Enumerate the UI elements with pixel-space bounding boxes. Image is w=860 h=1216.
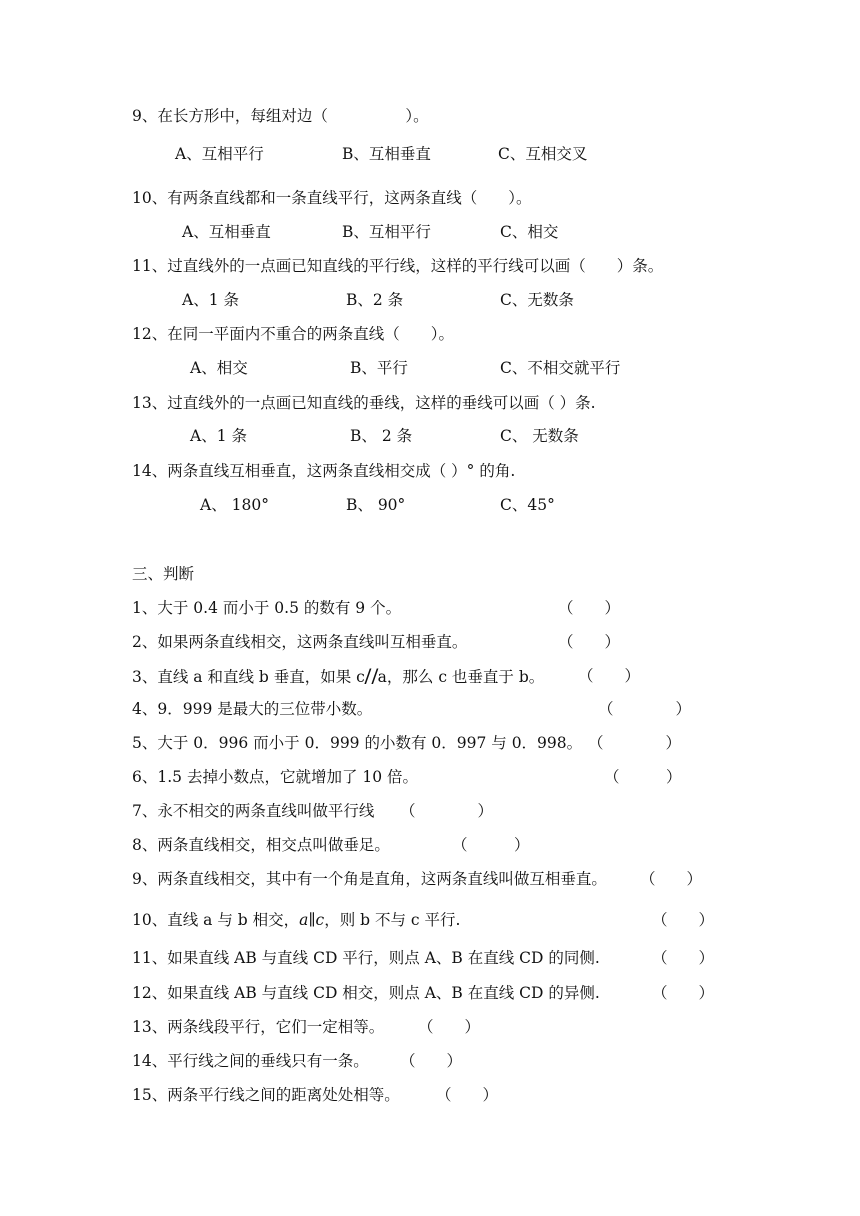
judge-item-8: 8、两条直线相交，相交点叫做垂足。	[132, 836, 390, 854]
answer-blank-15[interactable]: （ ）	[436, 1086, 499, 1104]
question-13-option-a: A、1 条	[190, 427, 247, 445]
question-11-stem: 11、过直线外的一点画已知直线的平行线，这样的平行线可以画（ ）条。	[132, 257, 664, 275]
judge-item-1: 1、大于 0.4 而小于 0.5 的数有 9 个。	[132, 599, 402, 617]
parallel-symbol: //	[364, 665, 379, 687]
answer-blank-10[interactable]: （ ）	[652, 911, 715, 929]
question-14-stem: 14、两条直线互相垂直，这两条直线相交成（ ）° 的角.	[132, 462, 516, 480]
question-11-option-a: A、1 条	[182, 291, 239, 309]
question-11-option-c: C、无数条	[500, 291, 574, 309]
question-9-option-c: C、互相交叉	[498, 145, 588, 163]
judge-item-2: 2、如果两条直线相交，这两条直线叫互相垂直。	[132, 633, 468, 651]
answer-blank-5[interactable]: （ ）	[588, 734, 682, 752]
answer-blank-12[interactable]: （ ）	[652, 984, 715, 1002]
question-13-stem: 13、过直线外的一点画已知直线的垂线，这样的垂线可以画（ ）条.	[132, 394, 596, 412]
answer-blank-14[interactable]: （ ）	[400, 1052, 463, 1070]
question-10-option-b: B、互相平行	[342, 223, 431, 241]
answer-blank-11[interactable]: （ ）	[652, 949, 715, 967]
question-9-stem: 9、在长方形中，每组对边（ ）。	[132, 107, 429, 125]
judge-item-10: 10、直线 a 与 b 相交，a∥c，则 b 不与 c 平行.	[132, 911, 461, 929]
question-10-option-c: C、相交	[500, 223, 559, 241]
judge-item-5: 5、大于 0．996 而小于 0．999 的小数有 0．997 与 0．998。	[132, 734, 583, 752]
answer-blank-3[interactable]: （ ）	[578, 667, 641, 685]
question-14-option-a: A、 180°	[200, 496, 269, 514]
question-12-option-a: A、相交	[190, 359, 248, 377]
answer-blank-2[interactable]: （ ）	[558, 633, 621, 651]
judge-item-3: 3、直线 a 和直线 b 垂直，如果 c//a，那么 c 也垂直于 b。	[132, 665, 545, 687]
question-9-option-a: A、互相平行	[175, 145, 264, 163]
answer-blank-13[interactable]: （ ）	[418, 1018, 481, 1036]
answer-blank-1[interactable]: （ ）	[558, 599, 621, 617]
judge-item-7: 7、永不相交的两条直线叫做平行线	[132, 802, 375, 820]
answer-blank-9[interactable]: （ ）	[640, 870, 703, 888]
judge-item-6: 6、1.5 去掉小数点，它就增加了 10 倍。	[132, 768, 419, 786]
question-12-option-b: B、平行	[350, 359, 408, 377]
question-12-stem: 12、在同一平面内不重合的两条直线（ ）。	[132, 325, 454, 343]
question-11-option-b: B、2 条	[346, 291, 404, 309]
question-10-option-a: A、互相垂直	[182, 223, 271, 241]
question-14-option-b: B、 90°	[346, 496, 406, 514]
judge-item-15: 15、两条平行线之间的距离处处相等。	[132, 1086, 400, 1104]
question-12-option-c: C、不相交就平行	[500, 359, 621, 377]
question-13-option-c: C、 无数条	[500, 427, 579, 445]
judge-item-9: 9、两条直线相交，其中有一个角是直角，这两条直线叫做互相垂直。	[132, 870, 607, 888]
section-heading-judge: 三、判断	[132, 565, 195, 583]
question-13-option-b: B、 2 条	[350, 427, 413, 445]
question-9-option-b: B、互相垂直	[342, 145, 431, 163]
answer-blank-7[interactable]: （ ）	[400, 802, 494, 820]
answer-blank-4[interactable]: （ ）	[598, 700, 692, 718]
judge-item-11: 11、如果直线 AB 与直线 CD 平行，则点 A、B 在直线 CD 的同侧.	[132, 949, 600, 967]
parallel-formula: a∥c	[299, 911, 325, 929]
judge-item-12: 12、如果直线 AB 与直线 CD 相交，则点 A、B 在直线 CD 的异侧.	[132, 984, 600, 1002]
judge-item-14: 14、平行线之间的垂线只有一条。	[132, 1052, 369, 1070]
answer-blank-8[interactable]: （ ）	[452, 836, 530, 854]
judge-item-13: 13、两条线段平行，它们一定相等。	[132, 1018, 385, 1036]
question-10-stem: 10、有两条直线都和一条直线平行，这两条直线（ ）。	[132, 189, 532, 207]
judge-item-4: 4、9．999 是最大的三位带小数。	[132, 700, 373, 718]
question-14-option-c: C、45°	[500, 496, 555, 514]
answer-blank-6[interactable]: （ ）	[604, 768, 682, 786]
